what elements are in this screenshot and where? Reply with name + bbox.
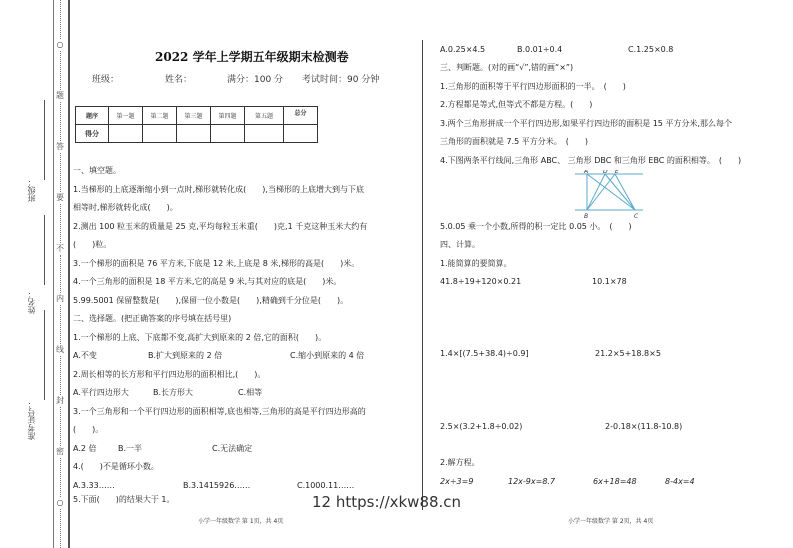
class-field-line-2	[44, 215, 45, 285]
choice-option: A.0.25×4.5	[440, 45, 486, 54]
fill-line: 相等时,梯形就转化成( )。	[73, 203, 178, 212]
calc-expression: 2-0.18×(11.8-10.8)	[605, 422, 683, 431]
figure-label-a: A	[584, 170, 589, 175]
page-footer-left: 小学一年级数学 第 1页，共 4页	[198, 518, 284, 525]
score-table	[75, 106, 318, 143]
score-table-row	[76, 125, 318, 143]
equation: 8-4x=4	[665, 477, 695, 486]
score-header-cell: 第五题	[245, 107, 284, 125]
judge-line: 三角形的面积就是 7.5 平方分米。 ( )	[440, 137, 589, 146]
section1-title: 一、填空题。	[73, 166, 121, 175]
score-header-cell: 第四题	[211, 107, 245, 125]
calc-expression: 2.5×(3.2+1.8÷0.02)	[440, 422, 523, 431]
choice-option: A.不变	[73, 351, 97, 360]
score-table-header-row	[76, 107, 318, 125]
choice-option: C.相等	[238, 388, 263, 397]
full-score: 满分：100 分	[227, 75, 284, 85]
exam-time: 考试时间：90 分钟	[302, 75, 380, 85]
page-title: 2022 学年上学期五年级期末检测卷	[155, 50, 349, 64]
fill-line: ( )粒。	[73, 240, 112, 249]
calc-expression: 10.1×78	[592, 277, 627, 286]
calc-expression: 1.4×[(7.5+38.4)÷0.9]	[440, 349, 529, 358]
judge-line: 3.两个三角形拼成一个平行四边形,如果平行四边形的面积是 15 平方分米,那么每个	[440, 119, 732, 128]
score-row-label: 得分	[76, 125, 109, 143]
seal-char: 内	[56, 294, 64, 304]
name-label: 姓名：	[165, 75, 193, 85]
seal-char: ○	[56, 39, 64, 49]
judge-line: 5.0.05 乘一个小数,所得的积一定比 0.05 小。 ( )	[440, 222, 632, 231]
watermark: 12 https://xkw88.cn	[312, 493, 462, 511]
seal-char: 不	[56, 243, 64, 253]
calc-expression: 21.2×5+18.8×5	[595, 349, 661, 358]
seal-char: 要	[56, 192, 64, 202]
choice-question: 2.周长相等的长方形和平行四边形的面积相比,( )。	[73, 370, 266, 379]
class-field-line	[44, 100, 45, 180]
figure-label-b: B	[584, 213, 589, 220]
fill-line: 3.一个梯形的面积是 76 平方米,下底是 12 米,上底是 8 米,梯形的高是( )米。	[73, 259, 360, 268]
score-header-cell: 总分	[284, 107, 318, 125]
equation-subtitle: 2.解方程。	[440, 458, 480, 467]
judge-line: 1.三角形的面积等于平行四边形面积的一半。 ( )	[440, 82, 626, 91]
equation: 6x+18=48	[593, 477, 637, 486]
choice-question: 5.下面( )的结果大于 1。	[73, 495, 175, 504]
exam-id-field-label: 准考证号：	[27, 400, 36, 440]
seal-char: ○	[56, 498, 64, 508]
seal-line	[55, 0, 65, 548]
choice-option: C.缩小到原来的 4 倍	[290, 351, 365, 360]
section3-title: 三、判断题。(对的画“√”,错的画“×”)	[440, 63, 574, 72]
choice-question: 3.一个三角形和一个平行四边形的面积相等,底也相等,三角形的高是平行四边形高的	[73, 407, 366, 416]
choice-option: A.3.33……	[73, 481, 115, 490]
fill-line: 4.一个三角形的面积是 18 平方米,它的高是 9 米,与其对应的底是( )米。	[73, 277, 342, 286]
calc-expression: 41.8÷19+120×0.21	[440, 277, 522, 286]
score-cell[interactable]	[245, 125, 284, 143]
section4-title: 四、计算。	[440, 240, 480, 249]
seal-char: 线	[56, 345, 64, 355]
fill-line: 1.当梯形的上底逐渐缩小到一点时,梯形就转化成( ),当梯形的上底增大到与下底	[73, 185, 364, 194]
seal-char: 答	[56, 141, 64, 151]
judge-line: 2.方程都是等式,但等式不都是方程。( )	[440, 100, 593, 109]
seal-char: 题	[56, 90, 64, 100]
seal-char: 封	[56, 396, 64, 406]
choice-option: C.1.25×0.8	[628, 45, 674, 54]
choice-option: B.一半	[118, 444, 143, 453]
figure-label-c: C	[634, 213, 639, 220]
parallel-lines-triangle-figure	[575, 170, 655, 220]
choice-option: B.扩大到原来的 2 倍	[148, 351, 223, 360]
fill-line: 5.99.5001 保留整数是( ),保留一位小数是( ),精确到千分位是( )。	[73, 296, 349, 305]
choice-option: A.2 倍	[73, 444, 97, 453]
name-field-label: 姓名：	[27, 290, 36, 314]
score-cell[interactable]	[211, 125, 245, 143]
score-header-cell: 第一题	[109, 107, 143, 125]
class-label: 班级：	[92, 75, 120, 85]
choice-question: 4.( )不是循环小数。	[73, 462, 159, 471]
choice-option: C.1000.11……	[297, 481, 355, 490]
choice-question-cont: ( )。	[73, 425, 104, 434]
page-footer-right: 小学一年级数学 第 2页，共 4页	[568, 518, 654, 525]
seal-char: 密	[56, 447, 64, 457]
score-cell[interactable]	[143, 125, 177, 143]
choice-option: B.3.1415926……	[183, 481, 251, 490]
choice-option: B.0.01÷0.4	[517, 45, 563, 54]
calc-subtitle: 1.能简算的要简算。	[440, 259, 512, 268]
class-field-label: 班级：	[27, 178, 36, 202]
choice-option: B.长方形大	[153, 388, 194, 397]
figure-label-d: D	[603, 170, 608, 175]
score-cell[interactable]	[177, 125, 211, 143]
name-field-line	[44, 310, 45, 400]
figure-label-e: E	[615, 170, 619, 175]
judge-line: 4.下图两条平行线间,三角形 ABC、 三角形 DBC 和三角形 EBC 的面积相等。 ( )	[440, 156, 742, 165]
score-cell[interactable]	[109, 125, 143, 143]
page-divider	[422, 40, 423, 510]
choice-question: 1.一个梯形的上底、下底都不变,高扩大到原来的 2 倍,它的面积( )。	[73, 333, 327, 342]
fill-line: 2.测出 100 粒玉米的质量是 25 克,平均每粒玉米重( )克,1 千克这种玉米大约有	[73, 222, 368, 231]
choice-option: A.平行四边形大	[73, 388, 129, 397]
choice-option: C.无法确定	[212, 444, 253, 453]
score-header-cell: 第二题	[143, 107, 177, 125]
equation: 12x-9x=8.7	[508, 477, 556, 486]
score-cell[interactable]	[284, 125, 318, 143]
equation: 2x÷3=9	[440, 477, 474, 486]
section2-title: 二、选择题。(把正确答案的序号填在括号里)	[73, 314, 232, 323]
score-header-cell: 题序	[76, 107, 109, 125]
score-header-cell: 第三题	[177, 107, 211, 125]
